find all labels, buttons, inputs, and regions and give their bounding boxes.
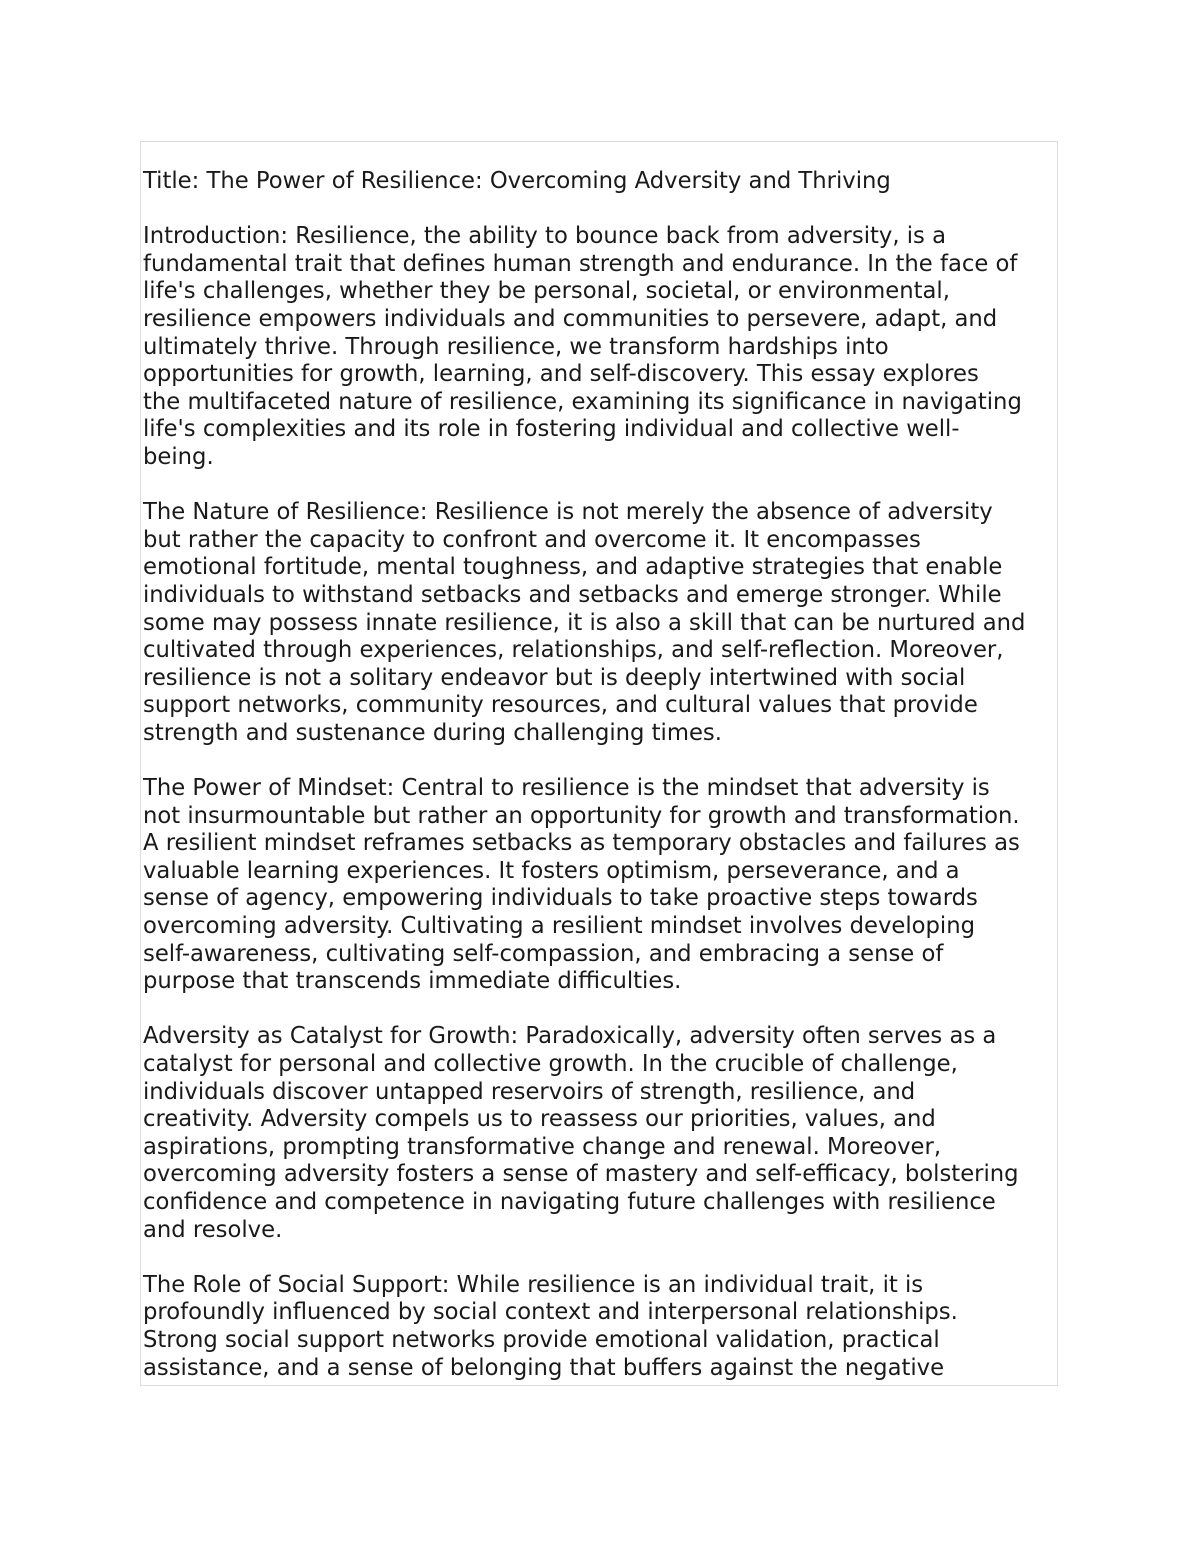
document-page (140, 141, 1058, 1386)
paragraph-line: individuals discover untapped reservoirs of strength, resilience, and (143, 1078, 916, 1105)
paragraph-line: creativity. Adversity compels us to reassess our priorities, values, and (143, 1106, 936, 1133)
paragraph-social-support (143, 1272, 1058, 1382)
paragraph-line: confidence and competence in navigating future challenges with resilience (143, 1188, 996, 1215)
paragraph-spacer (143, 747, 1058, 775)
paragraph-line: The Nature of Resilience: Resilience is not merely the absence of adversity (143, 499, 993, 526)
paragraph-introduction (143, 223, 1058, 471)
paragraph-line: resilience empowers individuals and communities to persevere, adapt, and (143, 305, 998, 332)
paragraph-spacer (143, 196, 1058, 224)
paragraph-line: profoundly influenced by social context and interpersonal relationships. (143, 1299, 958, 1326)
paragraph-line: A resilient mindset reframes setbacks as temporary obstacles and failures as (143, 830, 1020, 857)
paragraph-line: individuals to withstand setbacks and setbacks and emerge stronger. While (143, 581, 1002, 608)
paragraph-line: opportunities for growth, learning, and self-discovery. This essay explores (143, 361, 979, 388)
paragraph-nature-of-resilience (143, 499, 1058, 747)
paragraph-line: life's complexities and its role in fostering individual and collective well- (143, 416, 960, 443)
paragraph-line: aspirations, prompting transformative change and renewal. Moreover, (143, 1133, 942, 1160)
document-body (143, 168, 1058, 1382)
paragraph-line: The Role of Social Support: While resilience is an individual trait, it is (143, 1271, 924, 1298)
paragraph-line: The Power of Mindset: Central to resilience is the mindset that adversity is (143, 775, 990, 802)
paragraph-line: strength and sustenance during challenging times. (143, 719, 722, 746)
paragraph-line: life's challenges, whether they be personal, societal, or environmental, (143, 278, 950, 305)
paragraph-line: ultimately thrive. Through resilience, we transform hardships into (143, 333, 889, 360)
paragraph-spacer (143, 472, 1058, 500)
paragraph-line: the multifaceted nature of resilience, examining its significance in navigating (143, 388, 1022, 415)
paragraph-line: but rather the capacity to confront and overcome it. It encompasses (143, 526, 921, 553)
paragraph-line: catalyst for personal and collective growth. In the crucible of challenge, (143, 1051, 958, 1077)
paragraph-line: sense of agency, empowering individuals to take proactive steps towards (143, 885, 978, 912)
paragraph-line: self-awareness, cultivating self-compassion, and embracing a sense of (143, 940, 944, 967)
paragraph-line: Adversity as Catalyst for Growth: Paradoxically, adversity often serves as a (143, 1023, 997, 1050)
paragraph-line: Introduction: Resilience, the ability to bounce back from adversity, is a (143, 223, 946, 250)
paragraph-line: overcoming adversity. Cultivating a resilient mindset involves developing (143, 913, 976, 940)
paragraph-line: purpose that transcends immediate difficulties. (143, 968, 682, 995)
paragraph-line: fundamental trait that defines human strength and endurance. In the face of (143, 250, 1018, 277)
paragraph-line: valuable learning experiences. It fosters optimism, perseverance, and a (143, 857, 960, 884)
paragraph-adversity-catalyst (143, 1023, 1058, 1244)
paragraph-spacer (143, 1244, 1058, 1272)
paragraph-line: assistance, and a sense of belonging that buffers against the negative (143, 1354, 945, 1381)
paragraph-spacer (143, 996, 1058, 1024)
paragraph-line: Strong social support networks provide emotional validation, practical (143, 1326, 940, 1353)
paragraph-line: overcoming adversity fosters a sense of mastery and self-efficacy, bolstering (143, 1161, 1019, 1188)
paragraph-line: being. (143, 443, 214, 470)
paragraph-line: cultivated through experiences, relationships, and self-reflection. Moreover, (143, 637, 1004, 664)
paragraph-line: not insurmountable but rather an opportunity for growth and transformation. (143, 802, 1020, 829)
document-title: Title: The Power of Resilience: Overcoming Adversity and Thriving (143, 168, 891, 194)
paragraph-line: resilience is not a solitary endeavor but is deeply intertwined with social (143, 664, 966, 691)
paragraph-line: some may possess innate resilience, it is also a skill that can be nurtured and (143, 609, 1026, 636)
paragraph-line: support networks, community resources, and cultural values that provide (143, 692, 978, 719)
paragraph-line: and resolve. (143, 1216, 283, 1243)
paragraph-line: emotional fortitude, mental toughness, and adaptive strategies that enable (143, 554, 1003, 581)
paragraph-power-of-mindset (143, 775, 1058, 996)
